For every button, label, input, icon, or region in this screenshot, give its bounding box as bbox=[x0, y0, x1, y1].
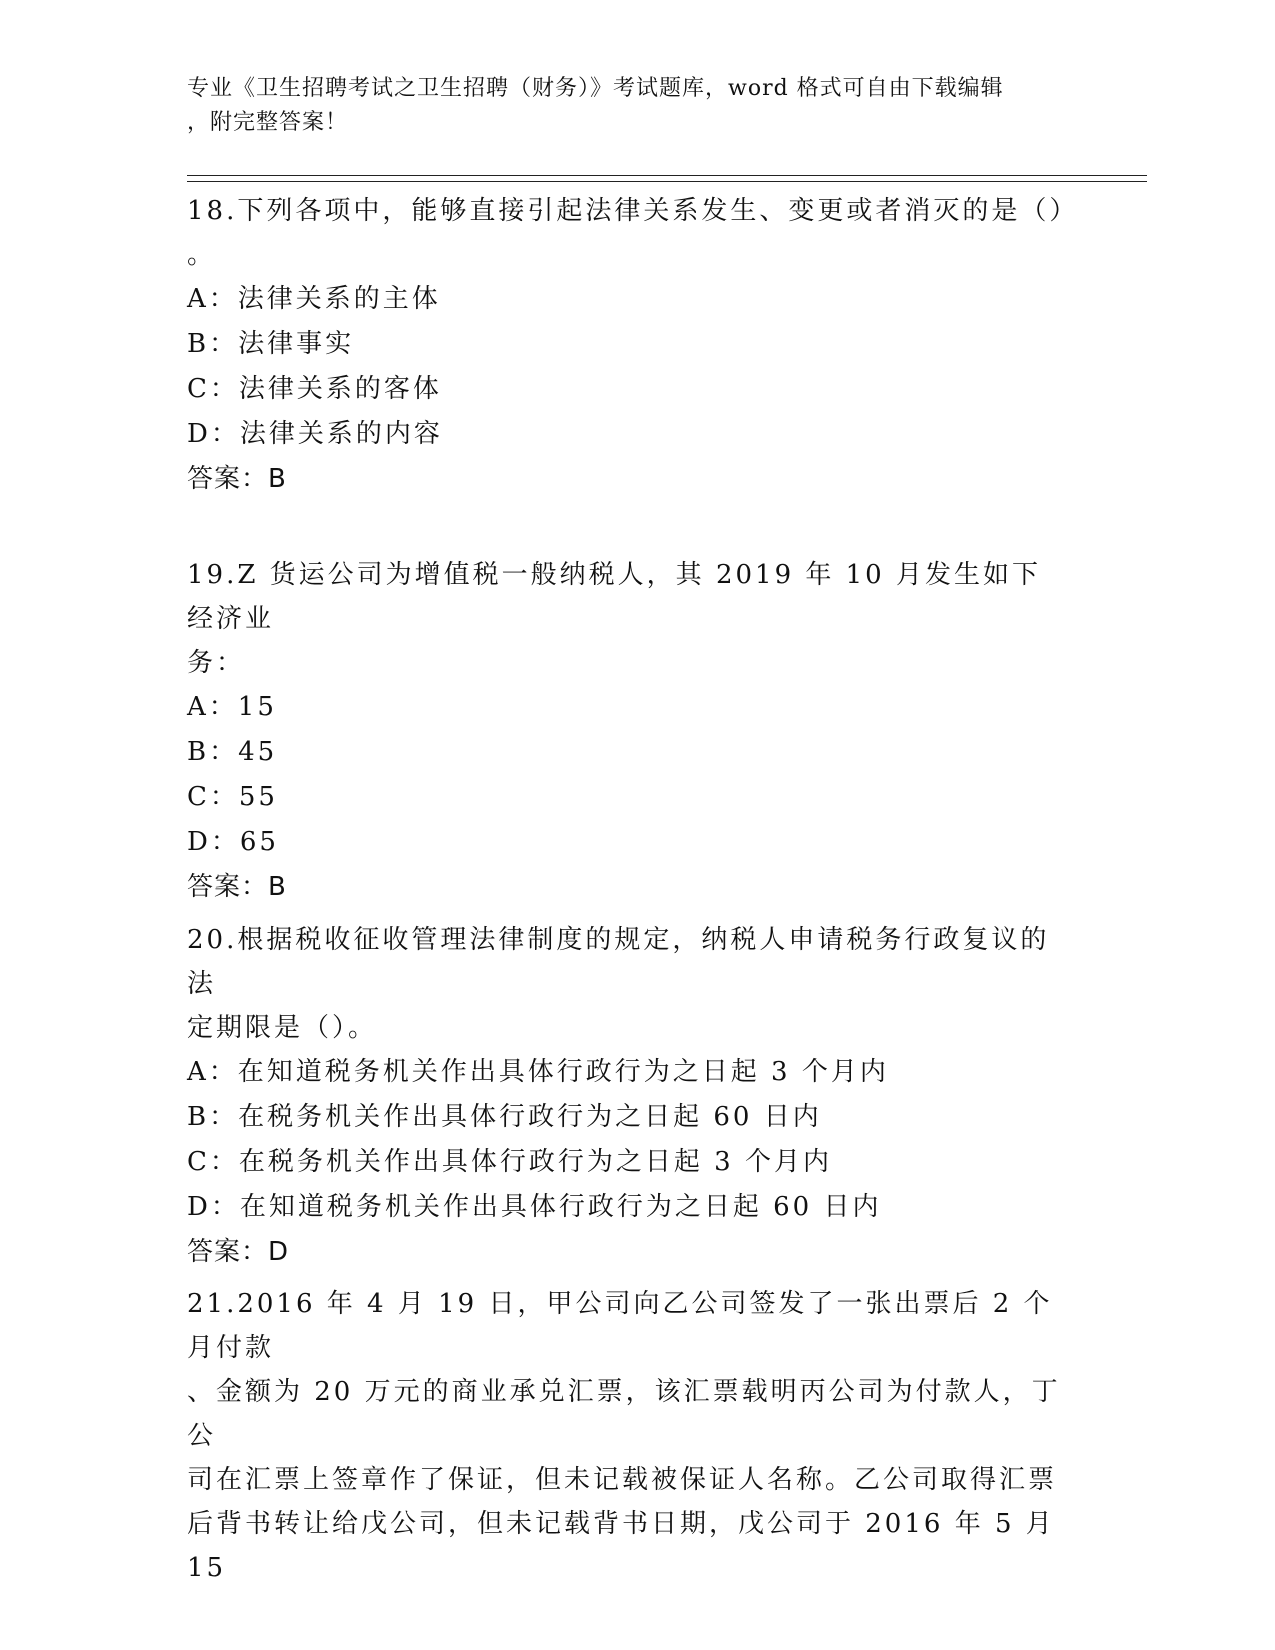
question-stem: 司在汇票上签章作了保证，但未记载被保证人名称。乙公司取得汇票 bbox=[187, 1465, 1058, 1495]
option-c: C：在税务机关作出具体行政行为之日起 3 个月内 bbox=[187, 1147, 832, 1177]
option-a: A：15 bbox=[187, 692, 277, 722]
option-d: D：法律关系的内容 bbox=[187, 419, 443, 449]
option-d: D：在知道税务机关作出具体行政行为之日起 60 日内 bbox=[187, 1192, 882, 1222]
header-divider-top bbox=[187, 175, 1147, 176]
option-c: C：55 bbox=[187, 782, 278, 812]
question-stem: 19.Z 货运公司为增值税一般纳税人，其 2019 年 10 月发生如下经济业 bbox=[187, 560, 1041, 634]
header-line: ，附完整答案！ bbox=[187, 110, 349, 135]
question-21 bbox=[187, 1282, 1067, 1590]
question-stem: 定期限是（）。 bbox=[187, 1013, 378, 1043]
option-b: B：45 bbox=[187, 737, 278, 767]
question-stem: 20.根据税收征收管理法律制度的规定，纳税人申请税务行政复议的法 bbox=[187, 925, 1050, 999]
question-stem: 21.2016 年 4 月 19 日，甲公司向乙公司签发了一张出票后 2 个月付款 bbox=[187, 1289, 1053, 1363]
document-header bbox=[187, 72, 1067, 140]
header-line: 专业《卫生招聘考试之卫生招聘（财务）》考试题库，word 格式可自由下载编辑 bbox=[187, 76, 1004, 101]
option-b: B：法律事实 bbox=[187, 329, 355, 359]
option-a: A：法律关系的主体 bbox=[187, 284, 441, 314]
option-c: C：法律关系的客体 bbox=[187, 374, 442, 404]
answer: 答案：B bbox=[187, 464, 287, 494]
question-19 bbox=[187, 553, 1067, 909]
option-d: D：65 bbox=[187, 827, 279, 857]
question-stem: 、金额为 20 万元的商业承兑汇票，该汇票载明丙公司为付款人，丁公 bbox=[187, 1377, 1061, 1451]
question-18 bbox=[187, 189, 1079, 501]
option-b: B：在税务机关作出具体行政行为之日起 60 日内 bbox=[187, 1102, 822, 1132]
question-20 bbox=[187, 918, 1067, 1274]
answer: 答案：D bbox=[187, 1237, 290, 1267]
option-a: A：在知道税务机关作出具体行政行为之日起 3 个月内 bbox=[187, 1057, 889, 1087]
question-stem: 。 bbox=[187, 240, 217, 270]
question-stem: 务： bbox=[187, 648, 246, 678]
question-stem: 18.下列各项中，能够直接引起法律关系发生、变更或者消灭的是（） bbox=[187, 196, 1079, 226]
question-stem: 后背书转让给戊公司，但未记载背书日期，戊公司于 2016 年 5 月 15 bbox=[187, 1509, 1055, 1583]
header-divider-bottom bbox=[187, 181, 1147, 182]
answer: 答案：B bbox=[187, 872, 287, 902]
